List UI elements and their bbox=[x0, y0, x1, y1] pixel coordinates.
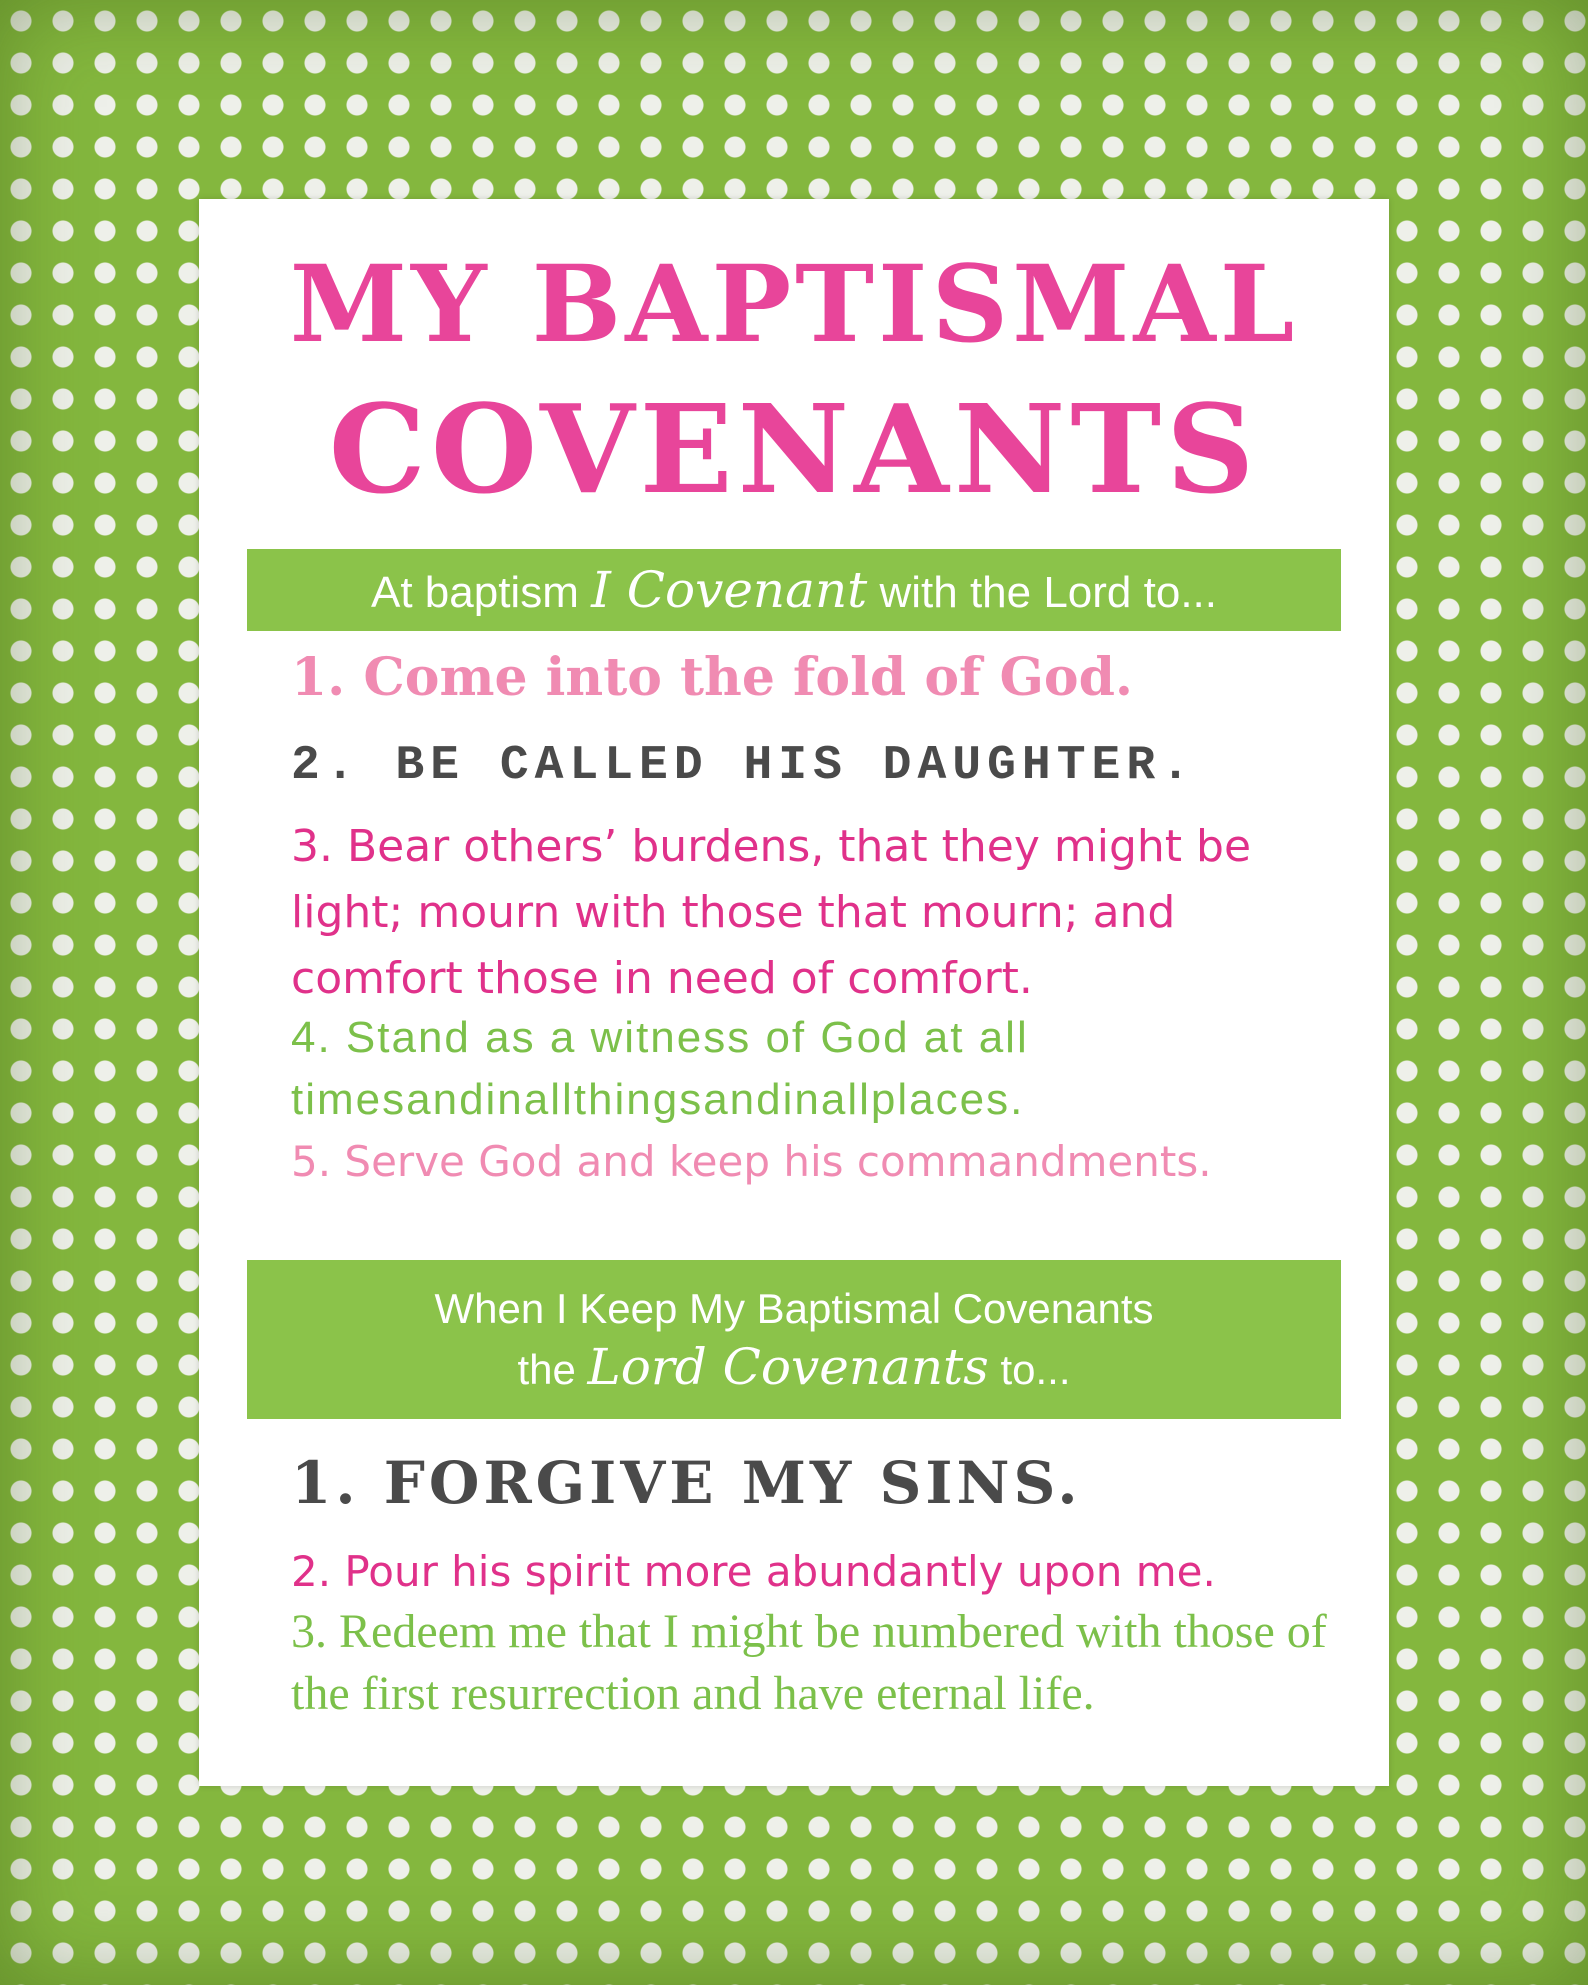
section-1-banner-suffix: with the Lord to... bbox=[867, 568, 1217, 617]
printable-card bbox=[199, 199, 1389, 1786]
section-1-banner-prefix: At baptism bbox=[371, 568, 592, 617]
section-2-banner-prefix: the bbox=[517, 1346, 588, 1393]
covenant-item-4: 4. Stand as a witness of God at all timesandinallthingsandinallplaces. bbox=[291, 1013, 1029, 1124]
page-title-line-2: COVENANTS bbox=[328, 377, 1260, 521]
covenant-item-2: 2. BE CALLED HIS DAUGHTER. bbox=[291, 739, 1196, 793]
lord-covenant-item-1: 1. FORGIVE MY SINS. bbox=[291, 1449, 1082, 1517]
section-2-banner-line-1: When I Keep My Baptismal Covenants bbox=[434, 1285, 1154, 1332]
covenant-item-3: 3. Bear others’ burdens, that they might be light; mourn with those that mourn; and comfort those in need of comfort. bbox=[291, 821, 1252, 1004]
section-2-banner-line-2 bbox=[247, 1338, 1341, 1399]
covenant-item-1: 1. Come into the fold of God. bbox=[291, 647, 1134, 708]
section-2-banner bbox=[247, 1260, 1341, 1419]
section-2-banner-suffix: to... bbox=[988, 1346, 1071, 1393]
section-1-banner-script: I Covenant bbox=[591, 561, 868, 619]
lord-covenant-item-2: 2. Pour his spirit more abundantly upon me. bbox=[291, 1547, 1216, 1596]
section-2-banner-script: Lord Covenants bbox=[587, 1338, 989, 1396]
covenant-item-5: 5. Serve God and keep his commandments. bbox=[291, 1137, 1212, 1186]
lord-covenant-item-3: 3. Redeem me that I might be numbered with those of the first resurrection and have eternal life. bbox=[291, 1605, 1327, 1720]
page-title-line-1: MY BAPTISMAL bbox=[289, 241, 1299, 366]
section-1-banner bbox=[247, 549, 1341, 631]
